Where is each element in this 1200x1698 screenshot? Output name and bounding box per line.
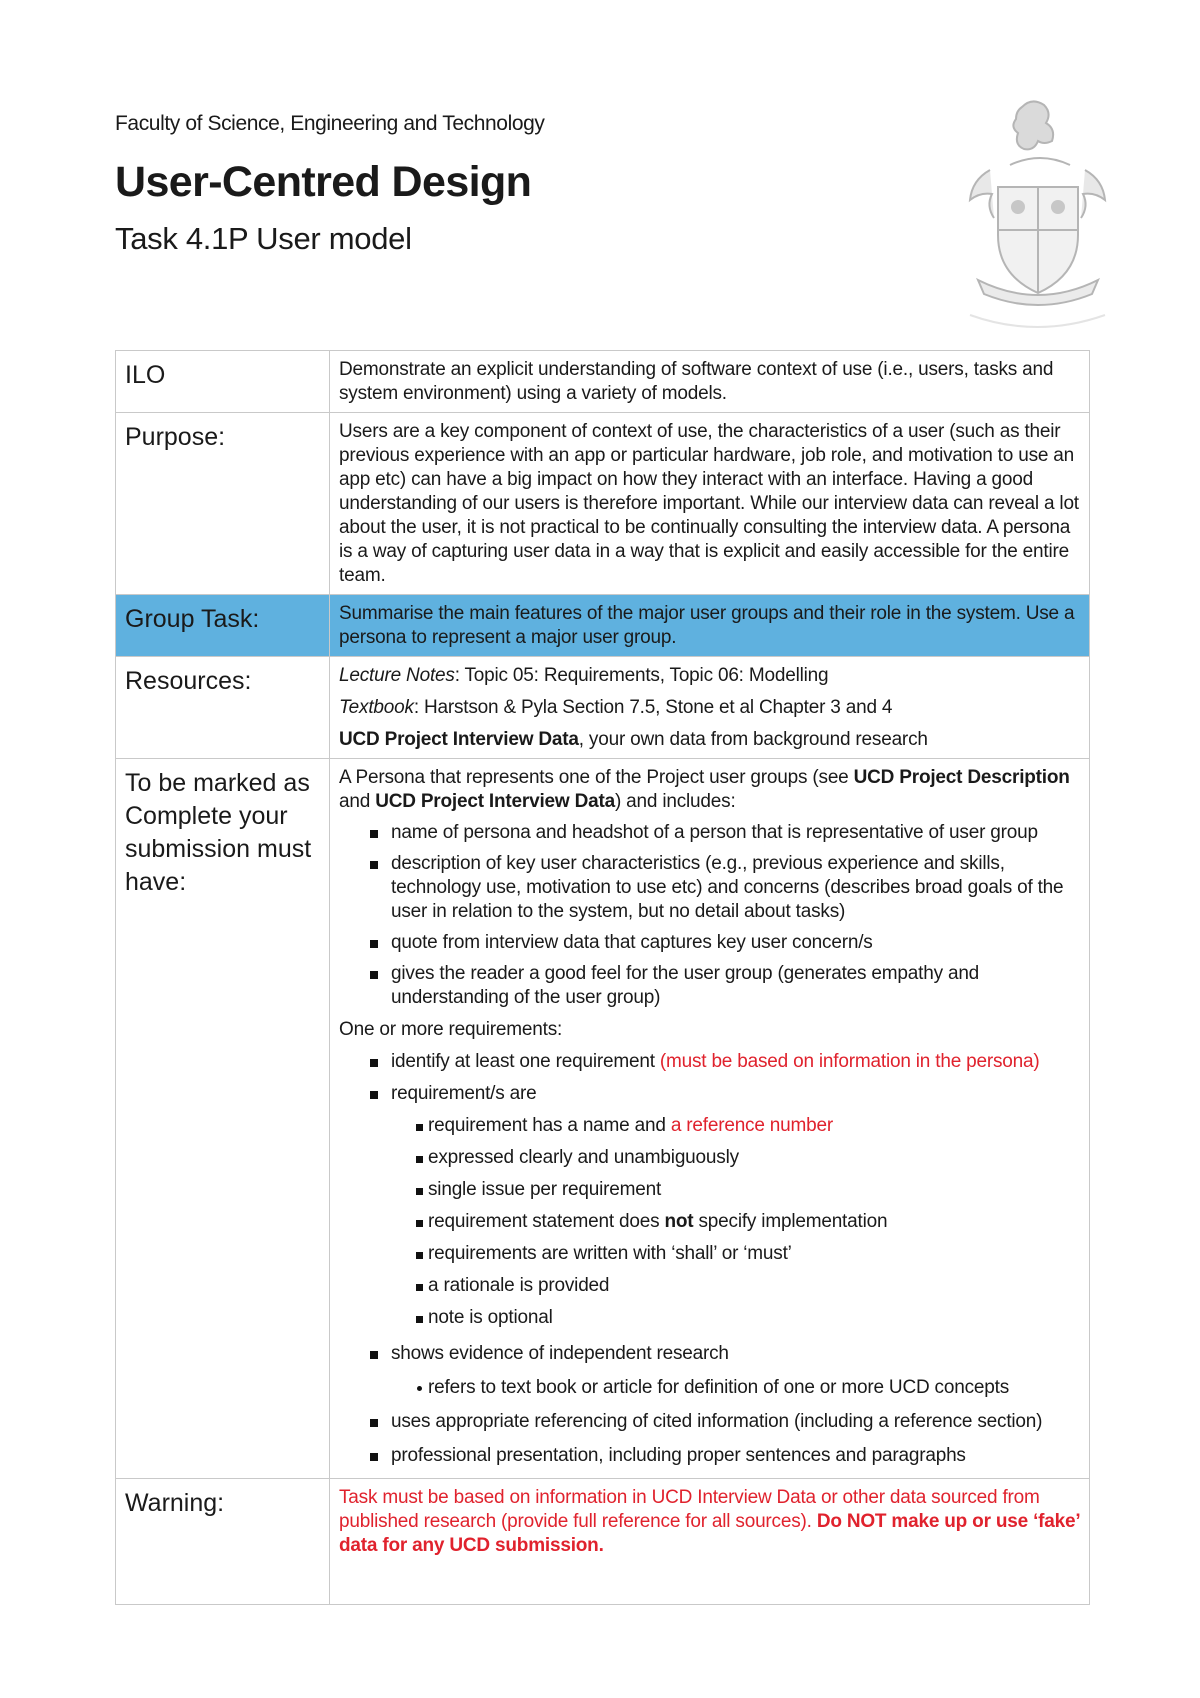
list-item: identify at least one requirement (must be based on information in the persona) [339, 1050, 1080, 1074]
requirements-list [339, 1050, 1080, 1106]
task-table [115, 350, 1090, 1605]
list-item: description of key user characteristics (e.g., previous experience and skills, technology use, motivation to use etc) and concerns (describes broad goals of the user in relation to the system, but no detail about tasks) [339, 852, 1080, 924]
list-item: name of persona and headshot of a person that is representative of user group [339, 821, 1080, 845]
page-title: User-Centred Design [115, 158, 532, 206]
group-task-label: Group Task: [116, 595, 330, 657]
marking-content [330, 759, 1090, 1479]
marking-row [116, 759, 1090, 1479]
group-task-text: Summarise the main features of the major user groups and their role in the system. Use a persona to represent a major user group. [330, 595, 1090, 657]
square-bullet-icon [416, 1220, 423, 1227]
square-bullet-icon [416, 1124, 423, 1131]
purpose-row [116, 413, 1090, 595]
square-bullet-icon [370, 1351, 378, 1359]
square-bullet-icon [416, 1284, 423, 1291]
purpose-label: Purpose: [116, 413, 330, 595]
square-bullet-icon [416, 1156, 423, 1163]
list-item: expressed clearly and unambiguously [339, 1146, 1080, 1170]
square-bullet-icon [370, 861, 378, 869]
list-item: requirement statement does not specify implementation [339, 1210, 1080, 1234]
persona-list [339, 821, 1080, 1010]
list-item: requirement/s are [339, 1082, 1080, 1106]
list-item: requirement has a name and a reference number [339, 1114, 1080, 1138]
list-item: gives the reader a good feel for the user group (generates empathy and understanding of the user group) [339, 962, 1080, 1010]
ilo-row [116, 351, 1090, 413]
research-sub-list [339, 1376, 1080, 1400]
purpose-text: Users are a key component of context of use, the characteristics of a user (such as their previous experience with an app or particular hardware, job role, and motivation to use an app etc) can have a big impact on how they interact with an interface. Having a good understanding of our users is therefore important. While our interview data can reveal a lot about the user, it is not practical to be continually consulting the interview data. A persona is a way of capturing user data in a way that is explicit and easily accessible for the entire team. [330, 413, 1090, 595]
square-bullet-icon [370, 971, 378, 979]
persona-intro: A Persona that represents one of the Project user groups (see UCD Project Description and UCD Project Interview Data) and includes: [339, 767, 1070, 812]
square-bullet-icon [370, 1419, 378, 1427]
square-bullet-icon [370, 1091, 378, 1099]
warning-row [116, 1479, 1090, 1605]
resources-label: Resources: [116, 657, 330, 759]
list-item: note is optional [339, 1306, 1080, 1330]
document-header [115, 112, 545, 257]
list-item: requirements are written with ‘shall’ or ‘must’ [339, 1242, 1080, 1266]
ilo-text: Demonstrate an explicit understanding of software context of use (i.e., users, tasks and system environment) using a variety of models. [330, 351, 1090, 413]
list-item: a rationale is provided [339, 1274, 1080, 1298]
resource-textbook: Textbook: Harstson & Pyla Section 7.5, Stone et al Chapter 3 and 4 [339, 697, 893, 718]
square-bullet-icon [370, 830, 378, 838]
square-bullet-icon [370, 1453, 378, 1461]
square-bullet-icon [416, 1188, 423, 1195]
group-task-row [116, 595, 1090, 657]
requirement-criteria-list [339, 1114, 1080, 1330]
round-bullet-icon [417, 1386, 422, 1391]
square-bullet-icon [416, 1252, 423, 1259]
square-bullet-icon [370, 1059, 378, 1067]
marking-label: To be marked as Complete your submission must have: [116, 759, 330, 1479]
list-item: professional presentation, including proper sentences and paragraphs [339, 1444, 1080, 1468]
warning-text: Task must be based on information in UCD Interview Data or other data sourced from published research (provide full reference for all sources). Do NOT make up or use ‘fake’ data for any UCD submission. [330, 1479, 1090, 1605]
list-item: quote from interview data that captures key user concern/s [339, 931, 1080, 955]
task-subtitle: Task 4.1P User model [115, 221, 412, 256]
list-item: refers to text book or article for definition of one or more UCD concepts [339, 1376, 1080, 1400]
research-list [339, 1342, 1080, 1366]
resource-lecture-notes: Lecture Notes: Topic 05: Requirements, Topic 06: Modelling [339, 665, 829, 686]
university-crest-icon [960, 95, 1115, 335]
resource-interview-data: UCD Project Interview Data, your own data from background research [339, 729, 928, 750]
square-bullet-icon [370, 940, 378, 948]
faculty-name: Faculty of Science, Engineering and Technology [115, 112, 545, 135]
ilo-label: ILO [116, 351, 330, 413]
requirements-intro: One or more requirements: [339, 1019, 563, 1040]
presentation-list [339, 1410, 1080, 1468]
list-item: single issue per requirement [339, 1178, 1080, 1202]
warning-label: Warning: [116, 1479, 330, 1605]
list-item: shows evidence of independent research [339, 1342, 1080, 1366]
list-item: uses appropriate referencing of cited information (including a reference section) [339, 1410, 1080, 1434]
resources-row [116, 657, 1090, 759]
resources-content [330, 657, 1090, 759]
square-bullet-icon [416, 1316, 423, 1323]
